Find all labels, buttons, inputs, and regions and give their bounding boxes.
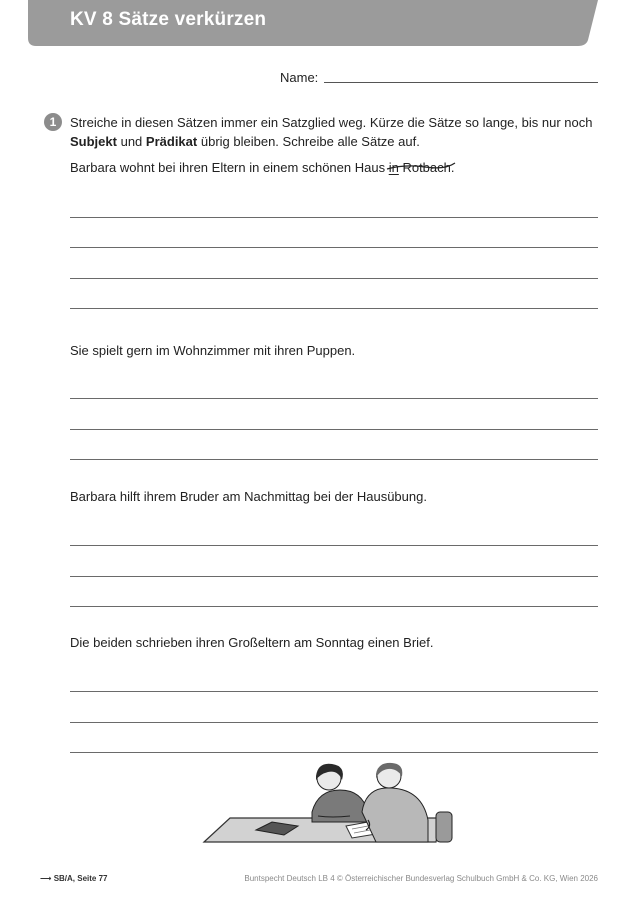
children-writing-illustration [200,760,460,853]
sentence-2: Sie spielt gern im Wohnzimmer mit ihren Puppen. [70,343,356,358]
writing-line[interactable] [70,429,598,430]
sentence-1-period: . [450,160,455,175]
instruction-und: und [120,134,143,149]
keyword-praedikat: Prädikat [145,134,198,149]
writing-line[interactable] [70,398,598,399]
writing-line[interactable] [70,722,598,723]
writing-line[interactable] [70,217,598,218]
writing-line[interactable] [70,606,598,607]
writing-line[interactable] [70,545,598,546]
name-field[interactable] [280,70,598,88]
sentence-1 [70,160,455,175]
writing-line[interactable] [70,308,598,309]
strike-through-mark [385,161,457,175]
writing-line[interactable] [70,247,598,248]
struck-word-in: in [388,160,399,175]
task-instruction [70,113,598,151]
struck-word-rotbach: Rotbach [402,160,451,175]
writing-line[interactable] [70,752,598,753]
name-line[interactable] [324,82,598,83]
sentence-3: Barbara hilft ihrem Bruder am Nachmittag bei der Hausübung. [70,489,427,504]
struck-word-group [385,160,451,175]
instruction-part-1: Streiche in diesen Sätzen immer ein Satzglied weg. Kürze die Sätze so lange, bis nur noch [70,115,593,130]
writing-line[interactable] [70,576,598,577]
sentence-1-text: Barbara wohnt bei ihren Eltern in einem schönen Haus [70,160,386,175]
instruction-part-2: übrig bleiben. Schreibe alle Sätze auf. [200,134,420,149]
page-reference: ⟶ SB/A, Seite 77 [40,874,108,883]
task-number-badge: 1 [44,113,62,131]
writing-line[interactable] [70,459,598,460]
copyright-notice: Buntspecht Deutsch LB 4 © Österreichischer Bundesverlag Schulbuch GmbH & Co. KG, Wien 2026 [244,874,598,883]
name-label: Name: [280,70,319,85]
writing-line[interactable] [70,691,598,692]
keyword-subjekt: Subjekt [70,134,117,149]
sentence-4: Die beiden schrieben ihren Großeltern am Sonntag einen Brief. [70,635,434,650]
header-band [28,0,598,46]
page-title: KV 8 Sätze verkürzen [70,9,267,30]
writing-line[interactable] [70,278,598,279]
